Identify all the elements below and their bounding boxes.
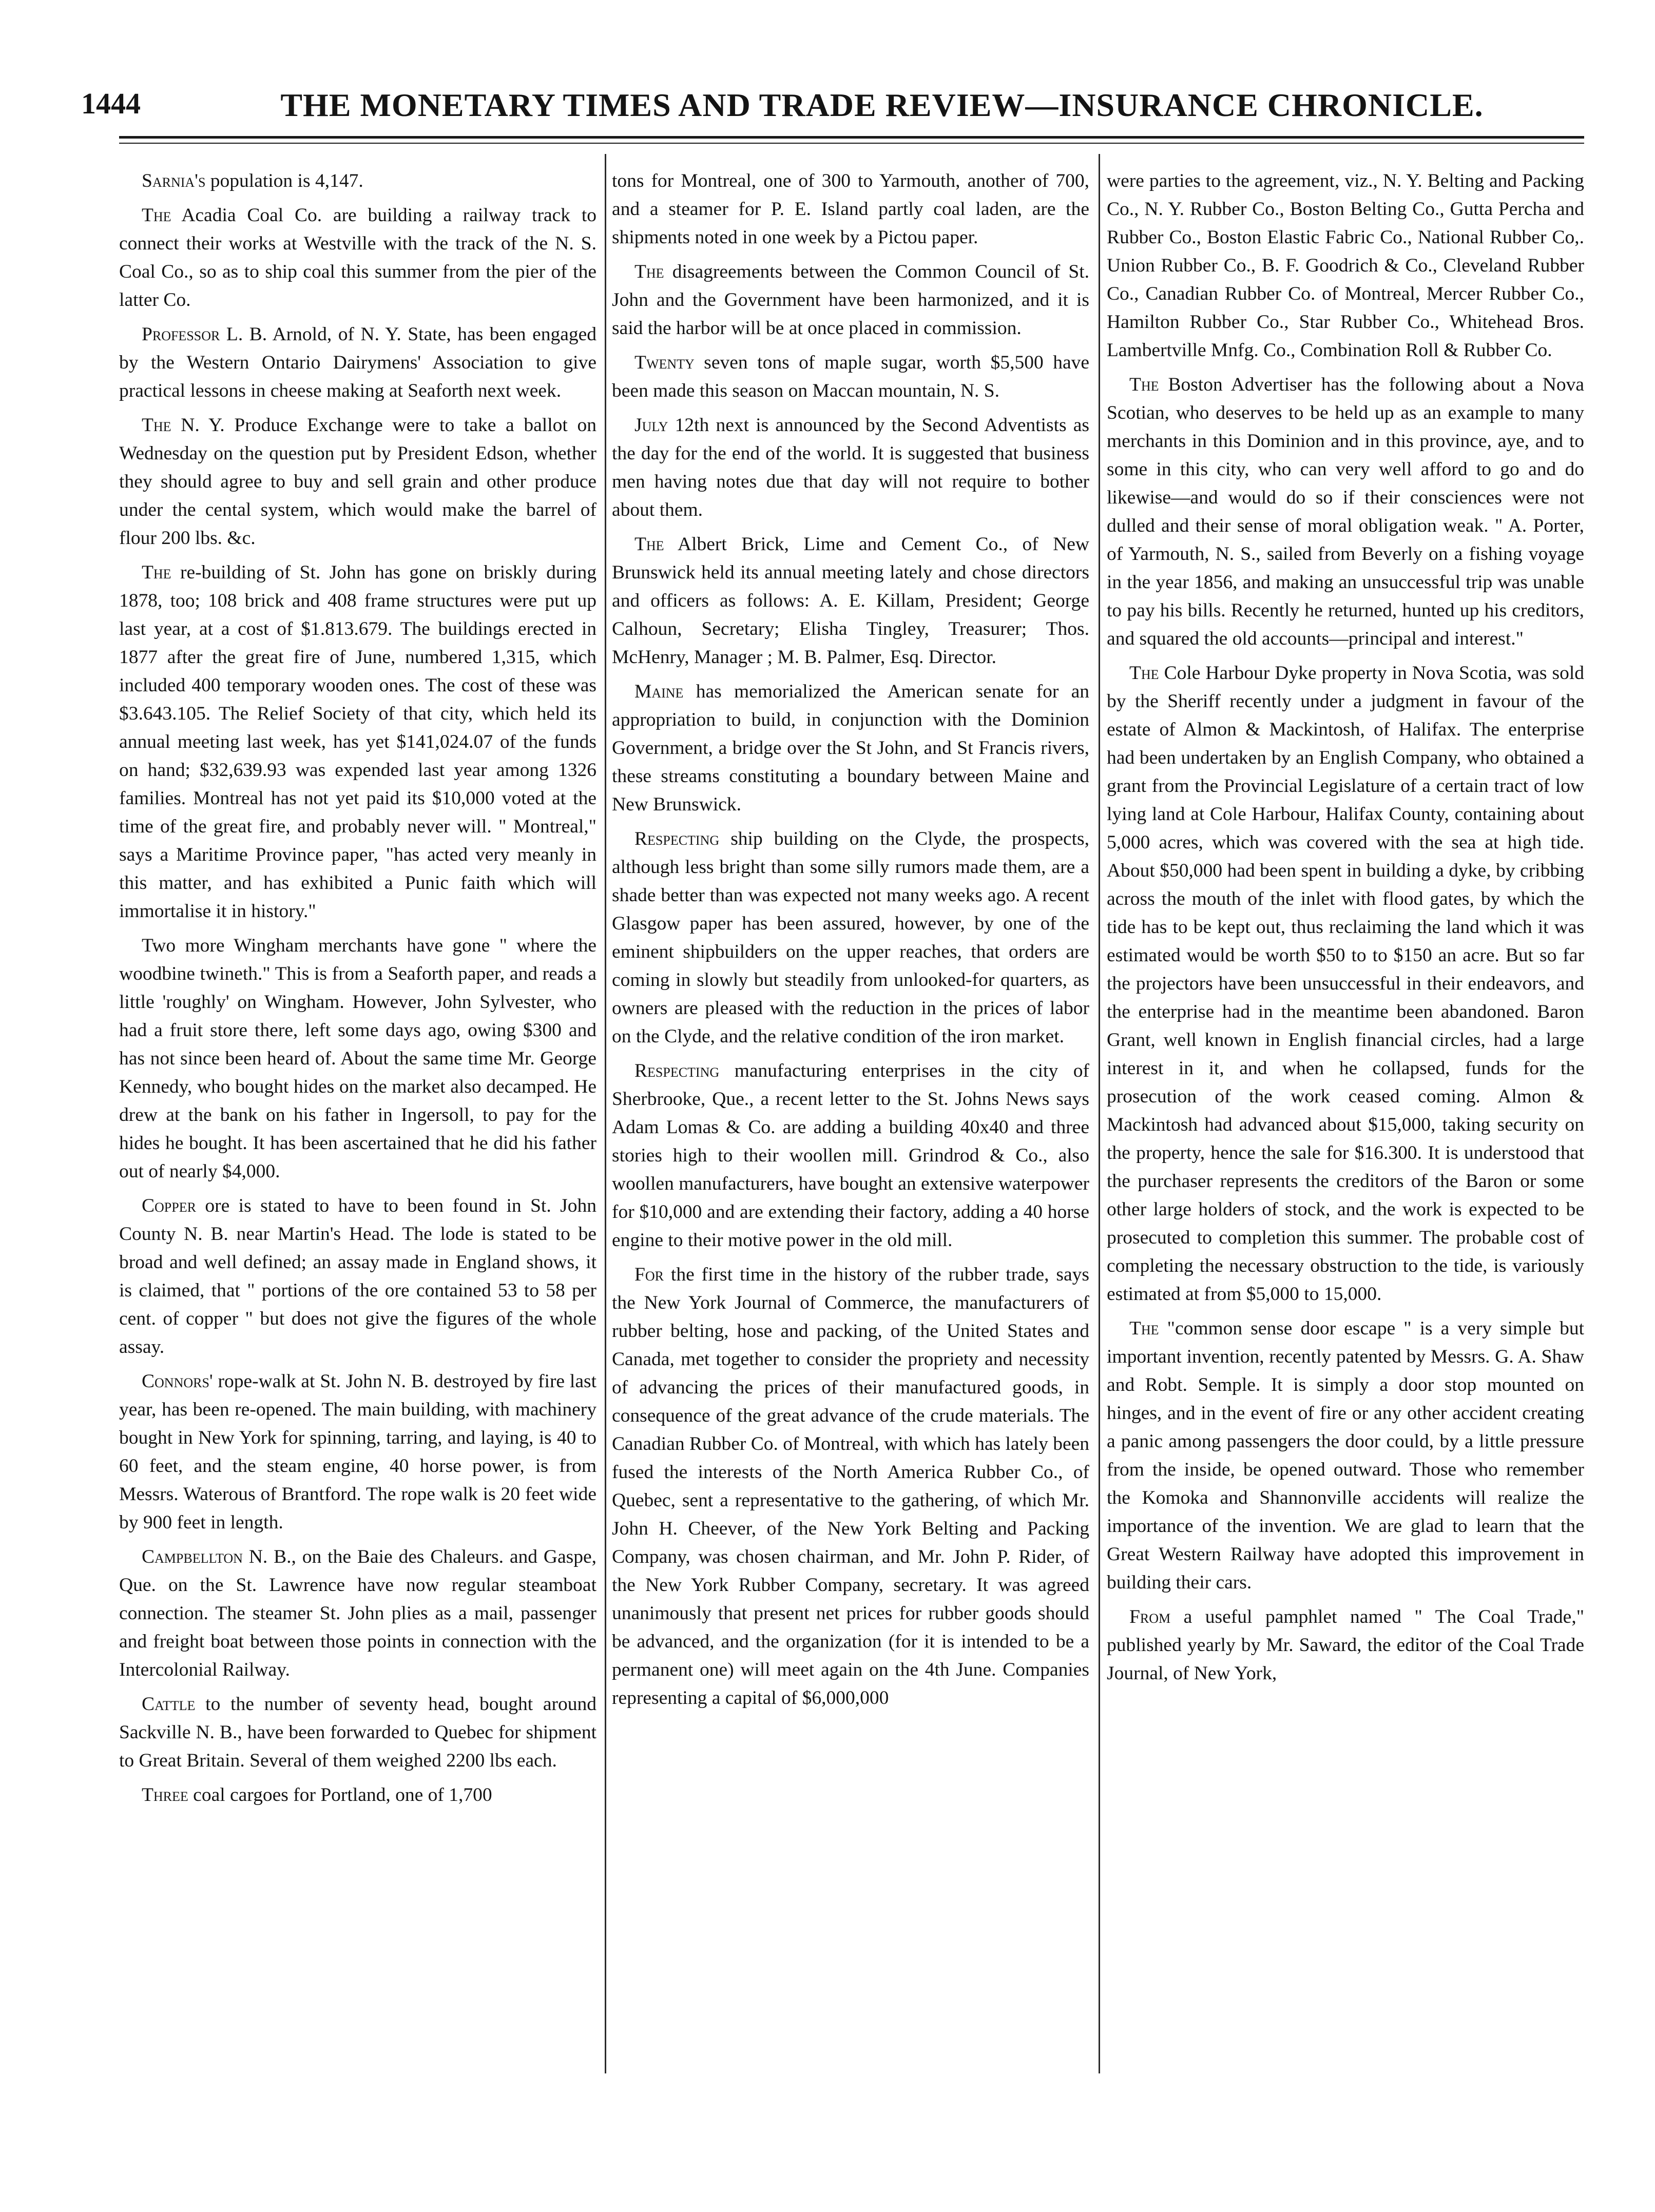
article-paragraph (119, 558, 596, 925)
article-paragraph (119, 932, 596, 1186)
paragraph-lead-word: The (1129, 374, 1159, 395)
paragraph-lead-word: Professor (142, 324, 220, 345)
paragraph-lead-word: From (1129, 1606, 1171, 1627)
paragraph-lead-word: Maine (634, 681, 684, 702)
paragraph-lead-word: For (634, 1264, 664, 1285)
paragraph-lead-word: Connors' (142, 1371, 213, 1392)
paragraph-text: Albert Brick, Lime and Cement Co., of New Brunswick held its annual meeting lately and chose directors and officers as follows: A. E. Killam, President; George Calhoun, Secretary; Elisha Tingley, Treasurer; Thos. McHenry, Manager ; M. B. Palmer, Esq. Director. (612, 534, 1089, 668)
paragraph-lead-word: The (142, 562, 171, 583)
paragraph-text: N. B., on the Baie des Chaleurs. and Gaspe, Que. on the St. Lawrence have now regular steamboat connection. The steamer St. John plies as a mail, passenger and freight boat between those points in connection with the Intercolonial Railway. (119, 1546, 596, 1680)
paragraph-lead-word: The (1129, 663, 1159, 684)
column-middle (612, 167, 1089, 2071)
paragraph-lead-word: Cattle (142, 1694, 196, 1715)
paragraph-text: Cole Harbour Dyke property in Nova Scotia, was sold by the Sheriff recently under a judgment in favour of the estate of Almon & Mackintosh, of Halifax. The enterprise had been undertaken by an English Company, who obtained a grant from the Provincial Legislature of a certain tract of low lying land at Cole Harbour, Halifax County, containing about 5,000 acres, which was covered with the sea at high tide. About $50,000 had been spent in building a dyke, by cribbing across the mouth of the inlet with flood gates, by which the tide has to be kept out, thus reclaiming the land which it was estimated would be worth $50 to to $150 an acre. But so far the projectors have been unsuccessful in their endeavors, and the enterprise had in the meantime been abandoned. Baron Grant, well known in English financial circles, had a large interest in it, and when he collapsed, funds for the prosecution of the work ceased coming. Almon & Mackintosh had advanced about $15,000, taking security on the property, hence the sale for $16.300. It is understood that the purchaser represents the creditors of the Baron or some other large holders of stock, and the work is expected to be prosecuted to completion this summer. The probable cost of completing the necessary obstruction to the tide, is variously estimated at from $5,000 to 15,000. (1107, 663, 1584, 1305)
article-paragraph (119, 1367, 596, 1537)
article-paragraph (612, 348, 1089, 405)
article-paragraph (612, 1260, 1089, 1712)
article-paragraph (612, 167, 1089, 251)
article-paragraph (119, 320, 596, 405)
paragraph-lead-word: Twenty (634, 352, 695, 373)
article-paragraph (119, 411, 596, 552)
paragraph-text: Two more Wingham merchants have gone " where the woodbine twineth." This is from a Seaforth paper, and reads a little 'roughly' on Wingham. However, John Sylvester, who had a fruit store there, left some days ago, owing $300 and has not since been heard of. About the same time Mr. George Kennedy, who bought hides on the market also decamped. He drew at the bank on his father in Ingersoll, to pay for the hides he bought. It has been ascertained that he did his father out of nearly $4,000. (119, 935, 596, 1182)
paragraph-text: a useful pamphlet named " The Coal Trade," published yearly by Mr. Saward, the editor of the Coal Trade Journal, of New York, (1107, 1606, 1584, 1684)
paragraph-text: ore is stated to have to been found in St. John County N. B. near Martin's Head. The lode is stated to be broad and well defined; an assay made in England shows, it is claimed, that " portions of the ore contained 53 to 58 per cent. of copper " but does not give the figures of the whole assay. (119, 1195, 596, 1357)
paragraph-lead-word: The (634, 534, 664, 555)
article-paragraph (119, 201, 596, 314)
paragraph-lead-word: The (142, 415, 171, 436)
article-paragraph (119, 167, 596, 195)
paragraph-text: ship building on the Clyde, the prospects, although less bright than some silly rumors made them, are a shade better than was expected not many weeks ago. A recent Glasgow paper has been assured, however, by one of the eminent shipbuilders on the upper reaches, that orders are coming in slowly but steadily from unlooked-for quarters, as owners are pleased with the reduction in the prices of labor on the Clyde, and the relative condition of the iron market. (612, 828, 1089, 1047)
page-header (81, 77, 1580, 133)
paragraph-text: manufacturing enterprises in the city of Sherbrooke, Que., a recent letter to the St. Johns News says Adam Lomas & Co. are adding a building 40x40 and three stories high to their woollen mill. Grindrod & Co., also woollen manufacturers, have bought an extensive waterpower for $10,000 and are extending their factory, adding a 40 horse engine to their motive power in the old mill. (612, 1060, 1089, 1251)
running-title: THE MONETARY TIMES AND TRADE REVIEW—INSURANCE CHRONICLE. (280, 87, 1484, 123)
column-left (119, 167, 596, 2071)
paragraph-text: re-building of St. John has gone on briskly during 1878, too; 108 brick and 408 frame structures were put up last year, at a cost of $1.813.679. The buildings erected in 1877 after the great fire of June, numbered 1,315, which included 400 temporary wooden ones. The cost of these was $3.643.105. The Relief Society of that city, which held its annual meeting last week, has yet $141,024.07 of the funds on hand; $32,639.93 was expended last year among 1326 families. Montreal has not yet paid its $10,000 voted at the time of the great fire, and probably never will. " Montreal," says a Maritime Province paper, "has acted very meanly in this matter, and has exhibited a Punic faith which will immortalise it in history." (119, 562, 596, 922)
article-paragraph (119, 1690, 596, 1775)
paragraph-text: coal cargoes for Portland, one of 1,700 (193, 1784, 492, 1806)
article-paragraph (119, 1543, 596, 1684)
article-paragraph (612, 411, 1089, 524)
paragraph-text: L. B. Arnold, of N. Y. State, has been engaged by the Western Ontario Dairymens' Association to give practical lessons in cheese making at Seaforth next week. (119, 324, 596, 401)
paragraph-text: N. Y. Produce Exchange were to take a ballot on Wednesday on the question put by President Edson, whether they should agree to buy and sell grain and other produce under the cental system, which would make the barrel of flour 200 lbs. &c. (119, 415, 596, 549)
paragraph-lead-word: The (1129, 1318, 1159, 1339)
article-paragraph (612, 530, 1089, 671)
column-divider (605, 154, 606, 2073)
article-paragraph (1107, 1314, 1584, 1597)
paragraph-text: population is 4,147. (210, 170, 363, 191)
paragraph-lead-word: Respecting (634, 1060, 720, 1081)
article-paragraph (612, 1057, 1089, 1254)
paragraph-text: to the number of seventy head, bought around Sackville N. B., have been forwarded to Quebec for shipment to Great Britain. Several of them weighed 2200 lbs each. (119, 1694, 596, 1771)
paragraph-text: Acadia Coal Co. are building a railway track to connect their works at Westville with the track of the N. S. Coal Co., so as to ship coal this summer from the pier of the latter Co. (119, 205, 596, 311)
paragraph-lead-word: Respecting (634, 828, 720, 849)
paragraph-text: has memorialized the American senate for an appropriation to build, in conjunction with the Dominion Government, a bridge over the St John, and St Francis rivers, these streams constituting a boundary between Maine and New Brunswick. (612, 681, 1089, 815)
article-paragraph (1107, 659, 1584, 1308)
paragraph-text: Boston Advertiser has the following about a Nova Scotian, who deserves to be held up as an example to many merchants in this Dominion and in this province, aye, and to some in this city, who can very well afford to go and do likewise—and would do so if their consciences were not dulled and their sense of moral obligation weak. " A. Porter, of Yarmouth, N. S., sailed from Beverly on a fishing voyage in the year 1856, and making an unsuccessful trip was unable to pay his bills. Recently he returned, hunted up his creditors, and squared the old accounts—principal and interest." (1107, 374, 1584, 649)
paragraph-lead-word: Copper (142, 1195, 196, 1216)
article-paragraph (119, 1781, 596, 1809)
paragraph-text: were parties to the agreement, viz., N. Y. Belting and Packing Co., N. Y. Rubber Co., Boston Belting Co., Gutta Percha and Rubber Co., Boston Elastic Fabric Co., National Rubber Co,. Union Rubber Co., B. F. Goodrich & Co., Cleveland Rubber Co., Canadian Rubber Co. of Montreal, Mercer Rubber Co., Hamilton Rubber Co., Star Rubber Co., Whitehead Bros. Lambertville Mnfg. Co., Combination Roll & Rubber Co. (1107, 170, 1584, 361)
paragraph-text: the first time in the history of the rubber trade, says the New York Journal of Commerce, the manufacturers of rubber belting, hose and packing, of the United States and Canada, met together to consider the propriety and necessity of advancing the prices of their manufactured goods, in consequence of the great advance of the crude materials. The Canadian Rubber Co. of Montreal, with which has lately been fused the interests of the North America Rubber Co., of Quebec, sent a representative to the gathering, of which Mr. John H. Cheever, of the New York Belting and Packing Company, was chosen chairman, and Mr. John P. Rider, of the New York Rubber Company, secretary. It was agreed unanimously that present net prices for rubber goods should be advanced, and the organization (for it is intended to be a permanent one) will meet again on the 4th June. Companies representing a capital of $6,000,000 (612, 1264, 1089, 1709)
paragraph-lead-word: Three (142, 1784, 188, 1806)
column-divider (1099, 154, 1100, 2073)
paragraph-lead-word: Sarnia's (142, 170, 206, 191)
paragraph-lead-word: July (634, 415, 668, 436)
paragraph-lead-word: Campbellton (142, 1546, 243, 1567)
article-paragraph (612, 677, 1089, 819)
article-paragraph (612, 825, 1089, 1051)
article-paragraph (1107, 371, 1584, 653)
paragraph-text: 12th next is announced by the Second Adventists as the day for the end of the world. It is suggested that business men having notes due that day will not require to bother about them. (612, 415, 1089, 520)
paragraph-text: disagreements between the Common Council of St. John and the Government have been harmonized, and it is said the harbor will be at once placed in commission. (612, 261, 1089, 339)
paragraph-text: rope-walk at St. John N. B. destroyed by fire last year, has been re-opened. The main building, with machinery bought in New York for spinning, tarring, and laying, is 40 to 60 feet, and the steam engine, 40 horse power, is from Messrs. Waterous of Brantford. The rope walk is 20 feet wide by 900 feet in length. (119, 1371, 596, 1533)
paragraph-lead-word: The (634, 261, 664, 282)
article-paragraph (1107, 1603, 1584, 1687)
paragraph-lead-word: The (142, 205, 171, 226)
article-paragraph (612, 258, 1089, 342)
header-rule-thick (119, 136, 1584, 139)
paragraph-text: seven tons of maple sugar, worth $5,500 have been made this season on Maccan mountain, N. S. (612, 352, 1089, 401)
column-right (1107, 167, 1584, 2071)
paragraph-text: "common sense door escape " is a very simple but important invention, recently patented by Messrs. G. A. Shaw and Robt. Semple. It is simply a door stop mounted on hinges, and in the event of fire or any other accident creating a panic among passengers the door could, by a little pressure from the inside, be opened outward. Those who remember the Komoka and Shannonville accidents will realize the importance of the invention. We are glad to learn that the Great Western Railway have adopted this improvement in building their cars. (1107, 1318, 1584, 1593)
article-paragraph (119, 1192, 596, 1361)
paragraph-text: tons for Montreal, one of 300 to Yarmouth, another of 700, and a steamer for P. E. Island partly coal laden, are the shipments noted in one week by a Pictou paper. (612, 170, 1089, 248)
header-rule-thin (119, 143, 1584, 144)
page-number: 1444 (81, 87, 141, 120)
article-paragraph (1107, 167, 1584, 364)
